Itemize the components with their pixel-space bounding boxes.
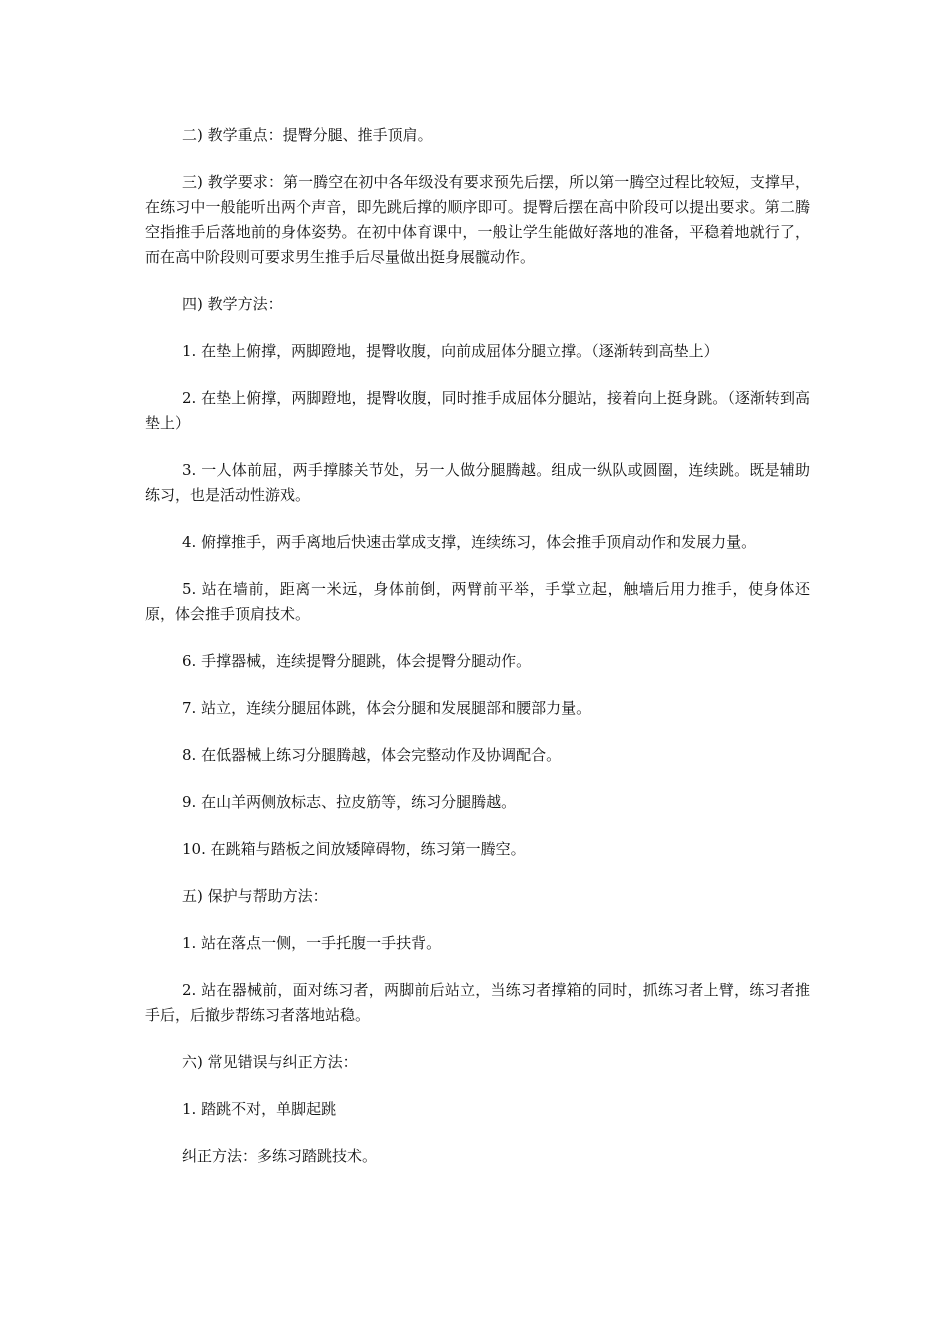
method-item-10: 10. 在跳箱与踏板之间放矮障碍物，练习第一腾空。 — [182, 840, 526, 858]
section-heading-protection: 五) 保护与帮助方法： — [182, 887, 328, 905]
section-heading-common-errors: 六) 常见错误与纠正方法： — [182, 1053, 358, 1071]
protection-item-2: 2. 站在器械前，面对练习者，两脚前后站立，当练习者撑箱的同时，抓练习者上臂，练习者推手后，后撤步帮练习者落地站稳。 — [145, 981, 810, 1024]
method-item-2: 2. 在垫上俯撑，两脚蹬地，提臀收腹，同时推手成屈体分腿站，接着向上挺身跳。（逐渐转到高垫上） — [145, 389, 810, 432]
section-teaching-requirements: 三) 教学要求：第一腾空在初中各年级没有要求预先后摆，所以第一腾空过程比较短，支撑早，在练习中一般能听出两个声音，即先跳后撑的顺序即可。提臀后摆在高中阶段可以提出要求。第二腾空指推手后落地前的身体姿势。在初中体育课中，一般让学生能做好落地的准备，平稳着地就行了，而在高中阶段则可要求男生推手后尽量做出挺身展髋动作。 — [145, 173, 810, 266]
method-item-7: 7. 站立，连续分腿屈体跳，体会分腿和发展腿部和腰部力量。 — [182, 699, 592, 717]
method-item-6: 6. 手撑器械，连续提臀分腿跳，体会提臀分腿动作。 — [182, 652, 532, 670]
error-correction-1: 纠正方法：多练习踏跳技术。 — [182, 1147, 378, 1165]
method-item-9: 9. 在山羊两侧放标志、拉皮筋等，练习分腿腾越。 — [182, 793, 517, 811]
method-item-5: 5. 站在墙前，距离一米远，身体前倒，两臂前平举，手掌立起，触墙后用力推手，使身体还原，体会推手顶肩技术。 — [145, 580, 810, 623]
error-item-1: 1. 踏跳不对，单脚起跳 — [182, 1100, 337, 1118]
method-item-3: 3. 一人体前屈，两手撑膝关节处，另一人做分腿腾越。组成一纵队或圆圈，连续跳。既是辅助练习，也是活动性游戏。 — [145, 461, 810, 504]
document-body — [145, 123, 810, 1191]
protection-item-1: 1. 站在落点一侧，一手托腹一手扶背。 — [182, 934, 442, 952]
section-heading-teaching-methods: 四) 教学方法： — [182, 295, 283, 313]
method-item-8: 8. 在低器械上练习分腿腾越，体会完整动作及协调配合。 — [182, 746, 562, 764]
method-item-1: 1. 在垫上俯撑，两脚蹬地，提臀收腹，向前成屈体分腿立撑。（逐渐转到高垫上） — [182, 342, 719, 360]
section-heading-key-points: 二) 教学重点：提臀分腿、推手顶肩。 — [182, 126, 433, 144]
method-item-4: 4. 俯撑推手，两手离地后快速击掌成支撑，连续练习，体会推手顶肩动作和发展力量。 — [182, 533, 757, 551]
